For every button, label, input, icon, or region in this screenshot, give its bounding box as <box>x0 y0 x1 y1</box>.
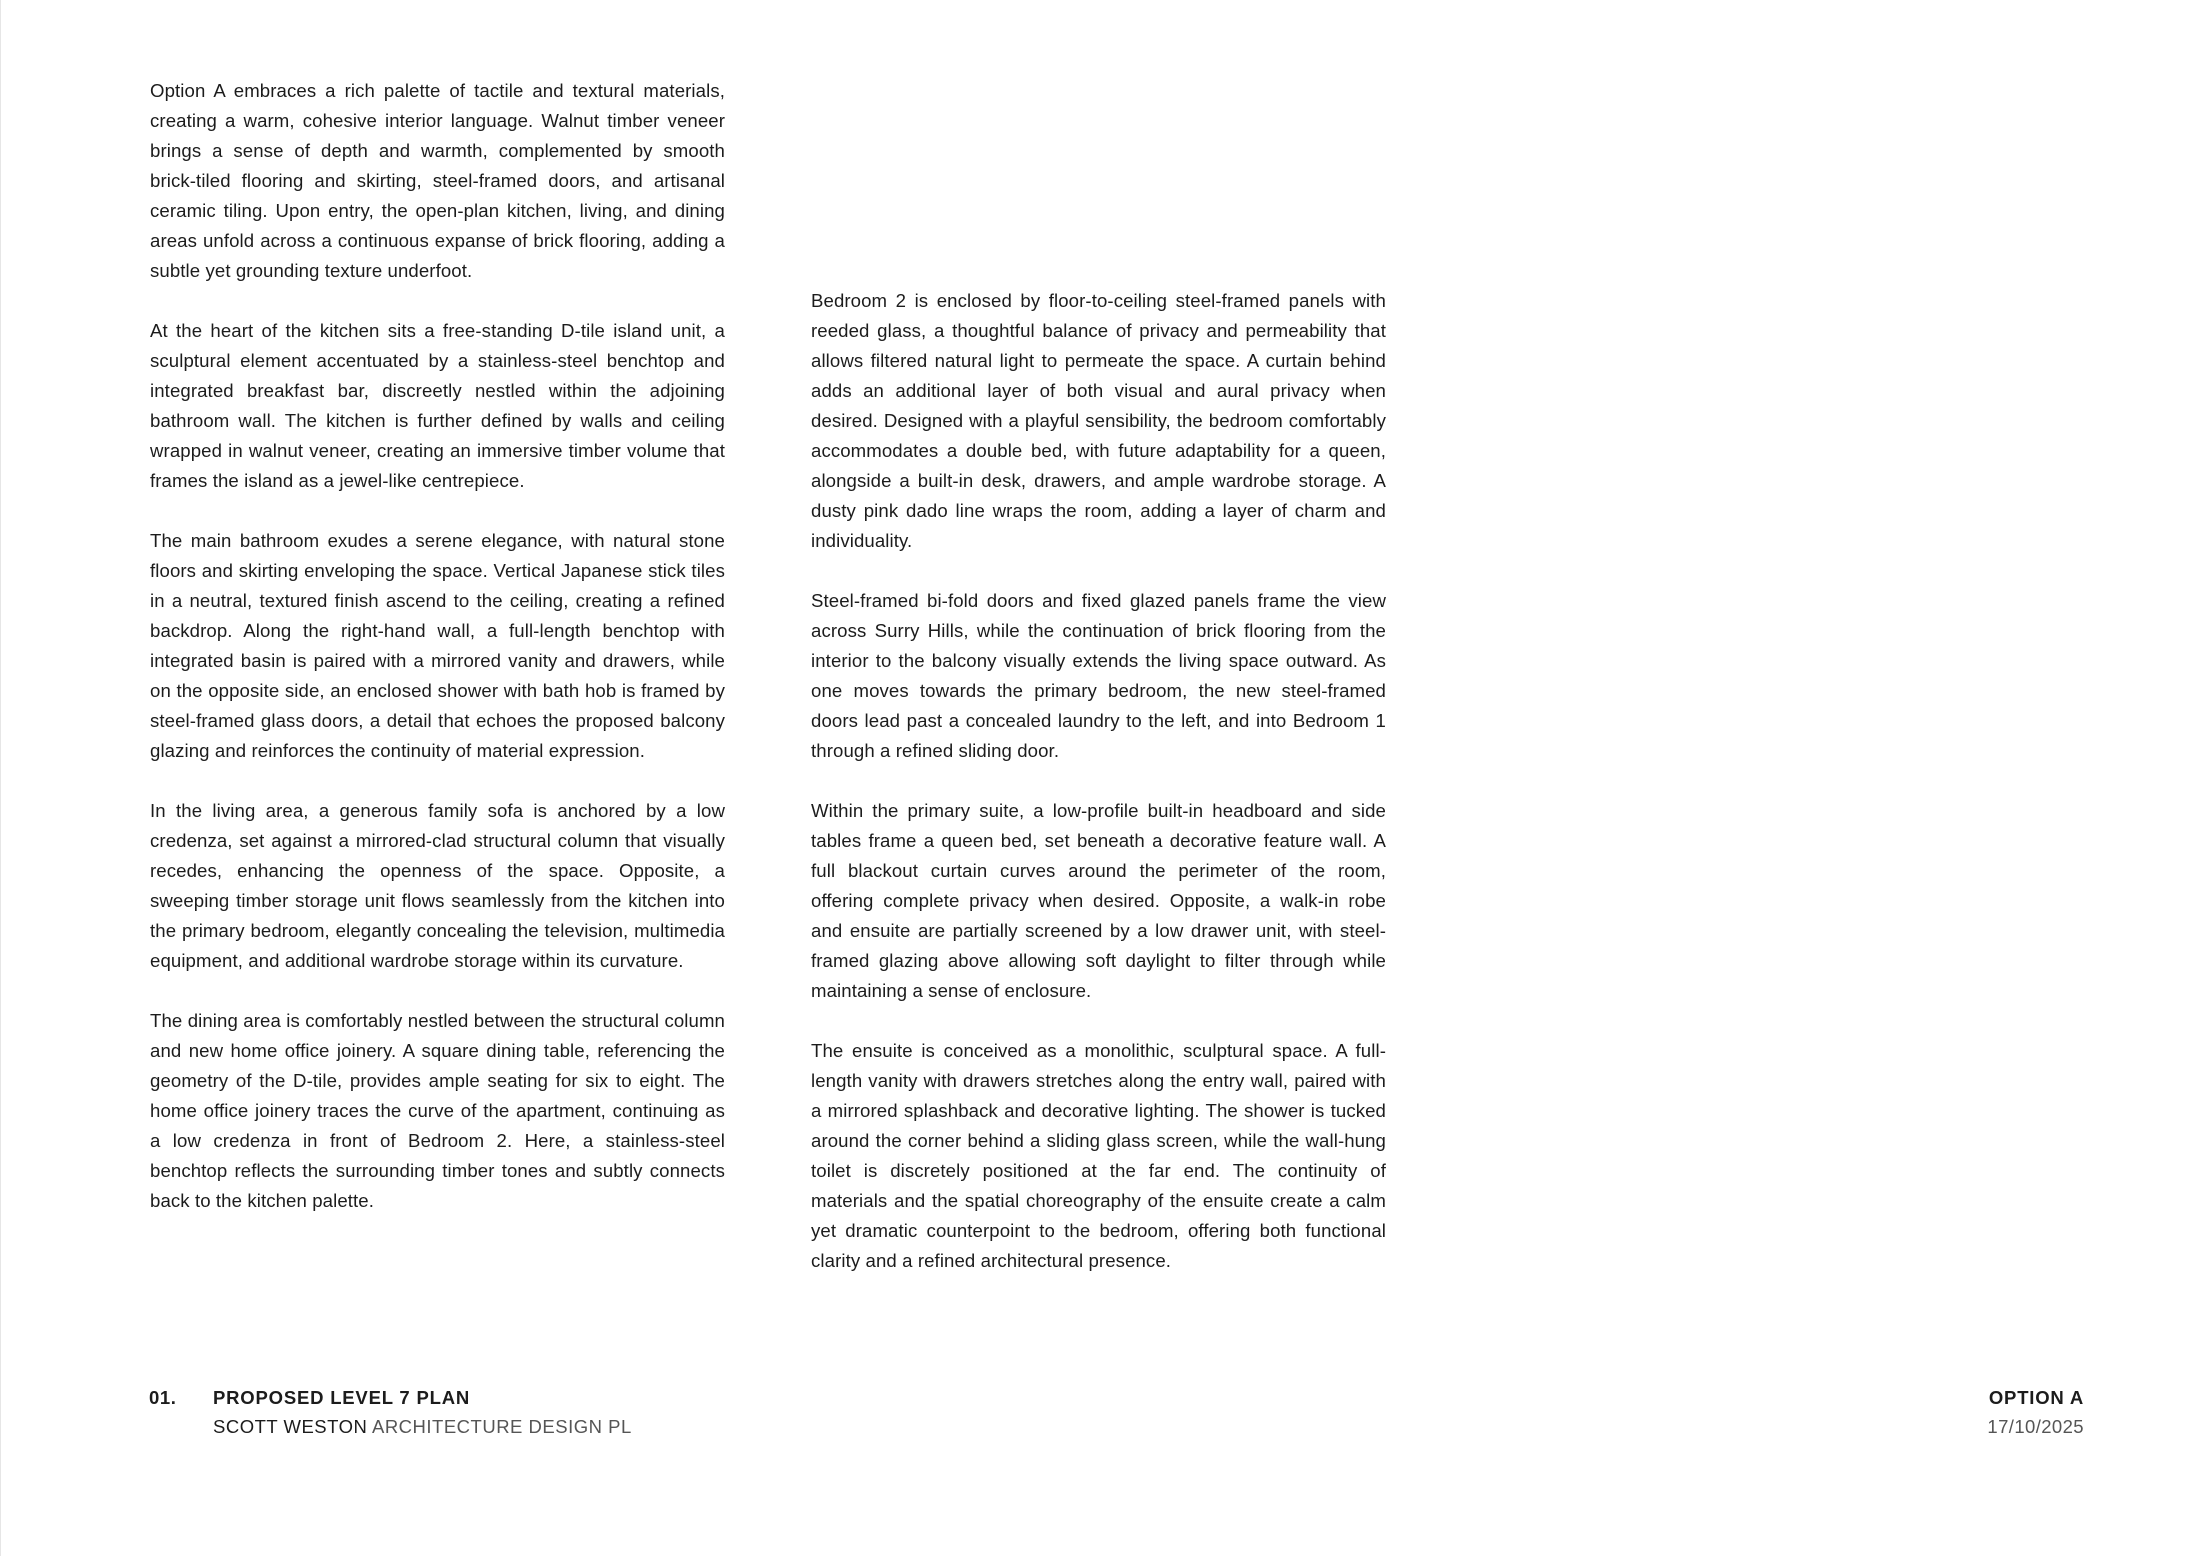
paragraph-primary-suite: Within the primary suite, a low-profile built-in headboard and side tables frame a queen bed, set beneath a decorative feature wall. A full blackout curtain curves around the perimeter of the room, offering complete privacy when desired. Opposite, a walk-in robe and ensuite are partially screened by a low drawer unit, with steel-framed glazing above allowing soft daylight to filter through while maintaining a sense of enclosure. <box>811 800 1386 1001</box>
right-text-column <box>811 286 1386 1306</box>
drawing-number: 01. <box>149 1387 177 1408</box>
paragraph-living-area: In the living area, a generous family sofa is anchored by a low credenza, set against a mirrored-clad structural column that visually recedes, enhancing the openness of the space. Opposite, a sweeping timber storage unit flows seamlessly from the kitchen into the primary bedroom, elegantly concealing the television, multimedia equipment, and additional wardrobe storage within its curvature. <box>150 800 725 971</box>
footer-option-info <box>1987 1383 2084 1441</box>
paragraph-balcony: Steel-framed bi-fold doors and fixed glazed panels frame the view across Surry Hills, while the continuation of brick flooring from the interior to the balcony visually extends the living space outward. As one moves towards the primary bedroom, the new steel-framed doors lead past a concealed laundry to the left, and into Bedroom 1 through a refined sliding door. <box>811 590 1386 761</box>
paragraph-main-bathroom: The main bathroom exudes a serene elegance, with natural stone floors and skirting enveloping the space. Vertical Japanese stick tiles in a neutral, textured finish ascend to the ceiling, creating a refined backdrop. Along the right-hand wall, a full-length benchtop with integrated basin is paired with a mirrored vanity and drawers, while on the opposite side, an enclosed shower with bath hob is framed by steel-framed glass doors, a detail that echoes the proposed balcony glazing and reinforces the continuity of material expression. <box>150 530 725 761</box>
paragraph-ensuite: The ensuite is conceived as a monolithic, sculptural space. A full-length vanity with drawers stretches along the entry wall, paired with a mirrored splashback and decorative lighting. The shower is tucked around the corner behind a sliding glass screen, while the wall-hung toilet is discretely positioned at the far end. The continuity of materials and the spatial choreography of the ensuite create a calm yet dramatic counterpoint to the bedroom, offering both functional clarity and a refined architectural presence. <box>811 1040 1386 1271</box>
paragraph-materials: Option A embraces a rich palette of tactile and textural materials, creating a warm, cohesive interior language. Walnut timber veneer brings a sense of depth and warmth, complemented by smooth brick-tiled flooring and skirting, steel-framed doors, and artisanal ceramic tiling. Upon entry, the open-plan kitchen, living, and dining areas unfold across a continuous expanse of brick flooring, adding a subtle yet grounding texture underfoot. <box>150 80 725 281</box>
issue-date: 17/10/2025 <box>1987 1416 2084 1437</box>
paragraph-kitchen: At the heart of the kitchen sits a free-standing D-tile island unit, a sculptural element accentuated by a stainless-steel benchtop and integrated breakfast bar, discreetly nestled within the adjoining bathroom wall. The kitchen is further defined by walls and ceiling wrapped in walnut veneer, creating an immersive timber volume that frames the island as a jewel-like centrepiece. <box>150 320 725 491</box>
paragraph-dining-area: The dining area is comfortably nestled between the structural column and new home office joinery. A square dining table, referencing the geometry of the D-tile, provides ample seating for six to eight. The home office joinery traces the curve of the apartment, continuing as a low credenza in front of Bedroom 2. Here, a stainless-steel benchtop reflects the surrounding timber tones and subtly connects back to the kitchen palette. <box>150 1010 725 1211</box>
paragraph-bedroom-2: Bedroom 2 is enclosed by floor-to-ceiling steel-framed panels with reeded glass, a thoughtful balance of privacy and permeability that allows filtered natural light to permeate the space. A curtain behind adds an additional layer of both visual and aural privacy when desired. Designed with a playful sensibility, the bedroom comfortably accommodates a double bed, with future adaptability for a queen, alongside a built-in desk, drawers, and ample wardrobe storage. A dusty pink dado line wraps the room, adding a layer of charm and individuality. <box>811 290 1386 551</box>
page-edge-divider <box>0 0 1 1556</box>
firm-name: SCOTT WESTON <box>213 1416 368 1437</box>
option-label: OPTION A <box>1988 1387 2084 1408</box>
drawing-title: PROPOSED LEVEL 7 PLAN <box>213 1387 471 1408</box>
firm-suffix: ARCHITECTURE DESIGN PL <box>367 1416 632 1437</box>
firm-credit <box>213 1412 632 1441</box>
left-text-column <box>150 76 725 1246</box>
